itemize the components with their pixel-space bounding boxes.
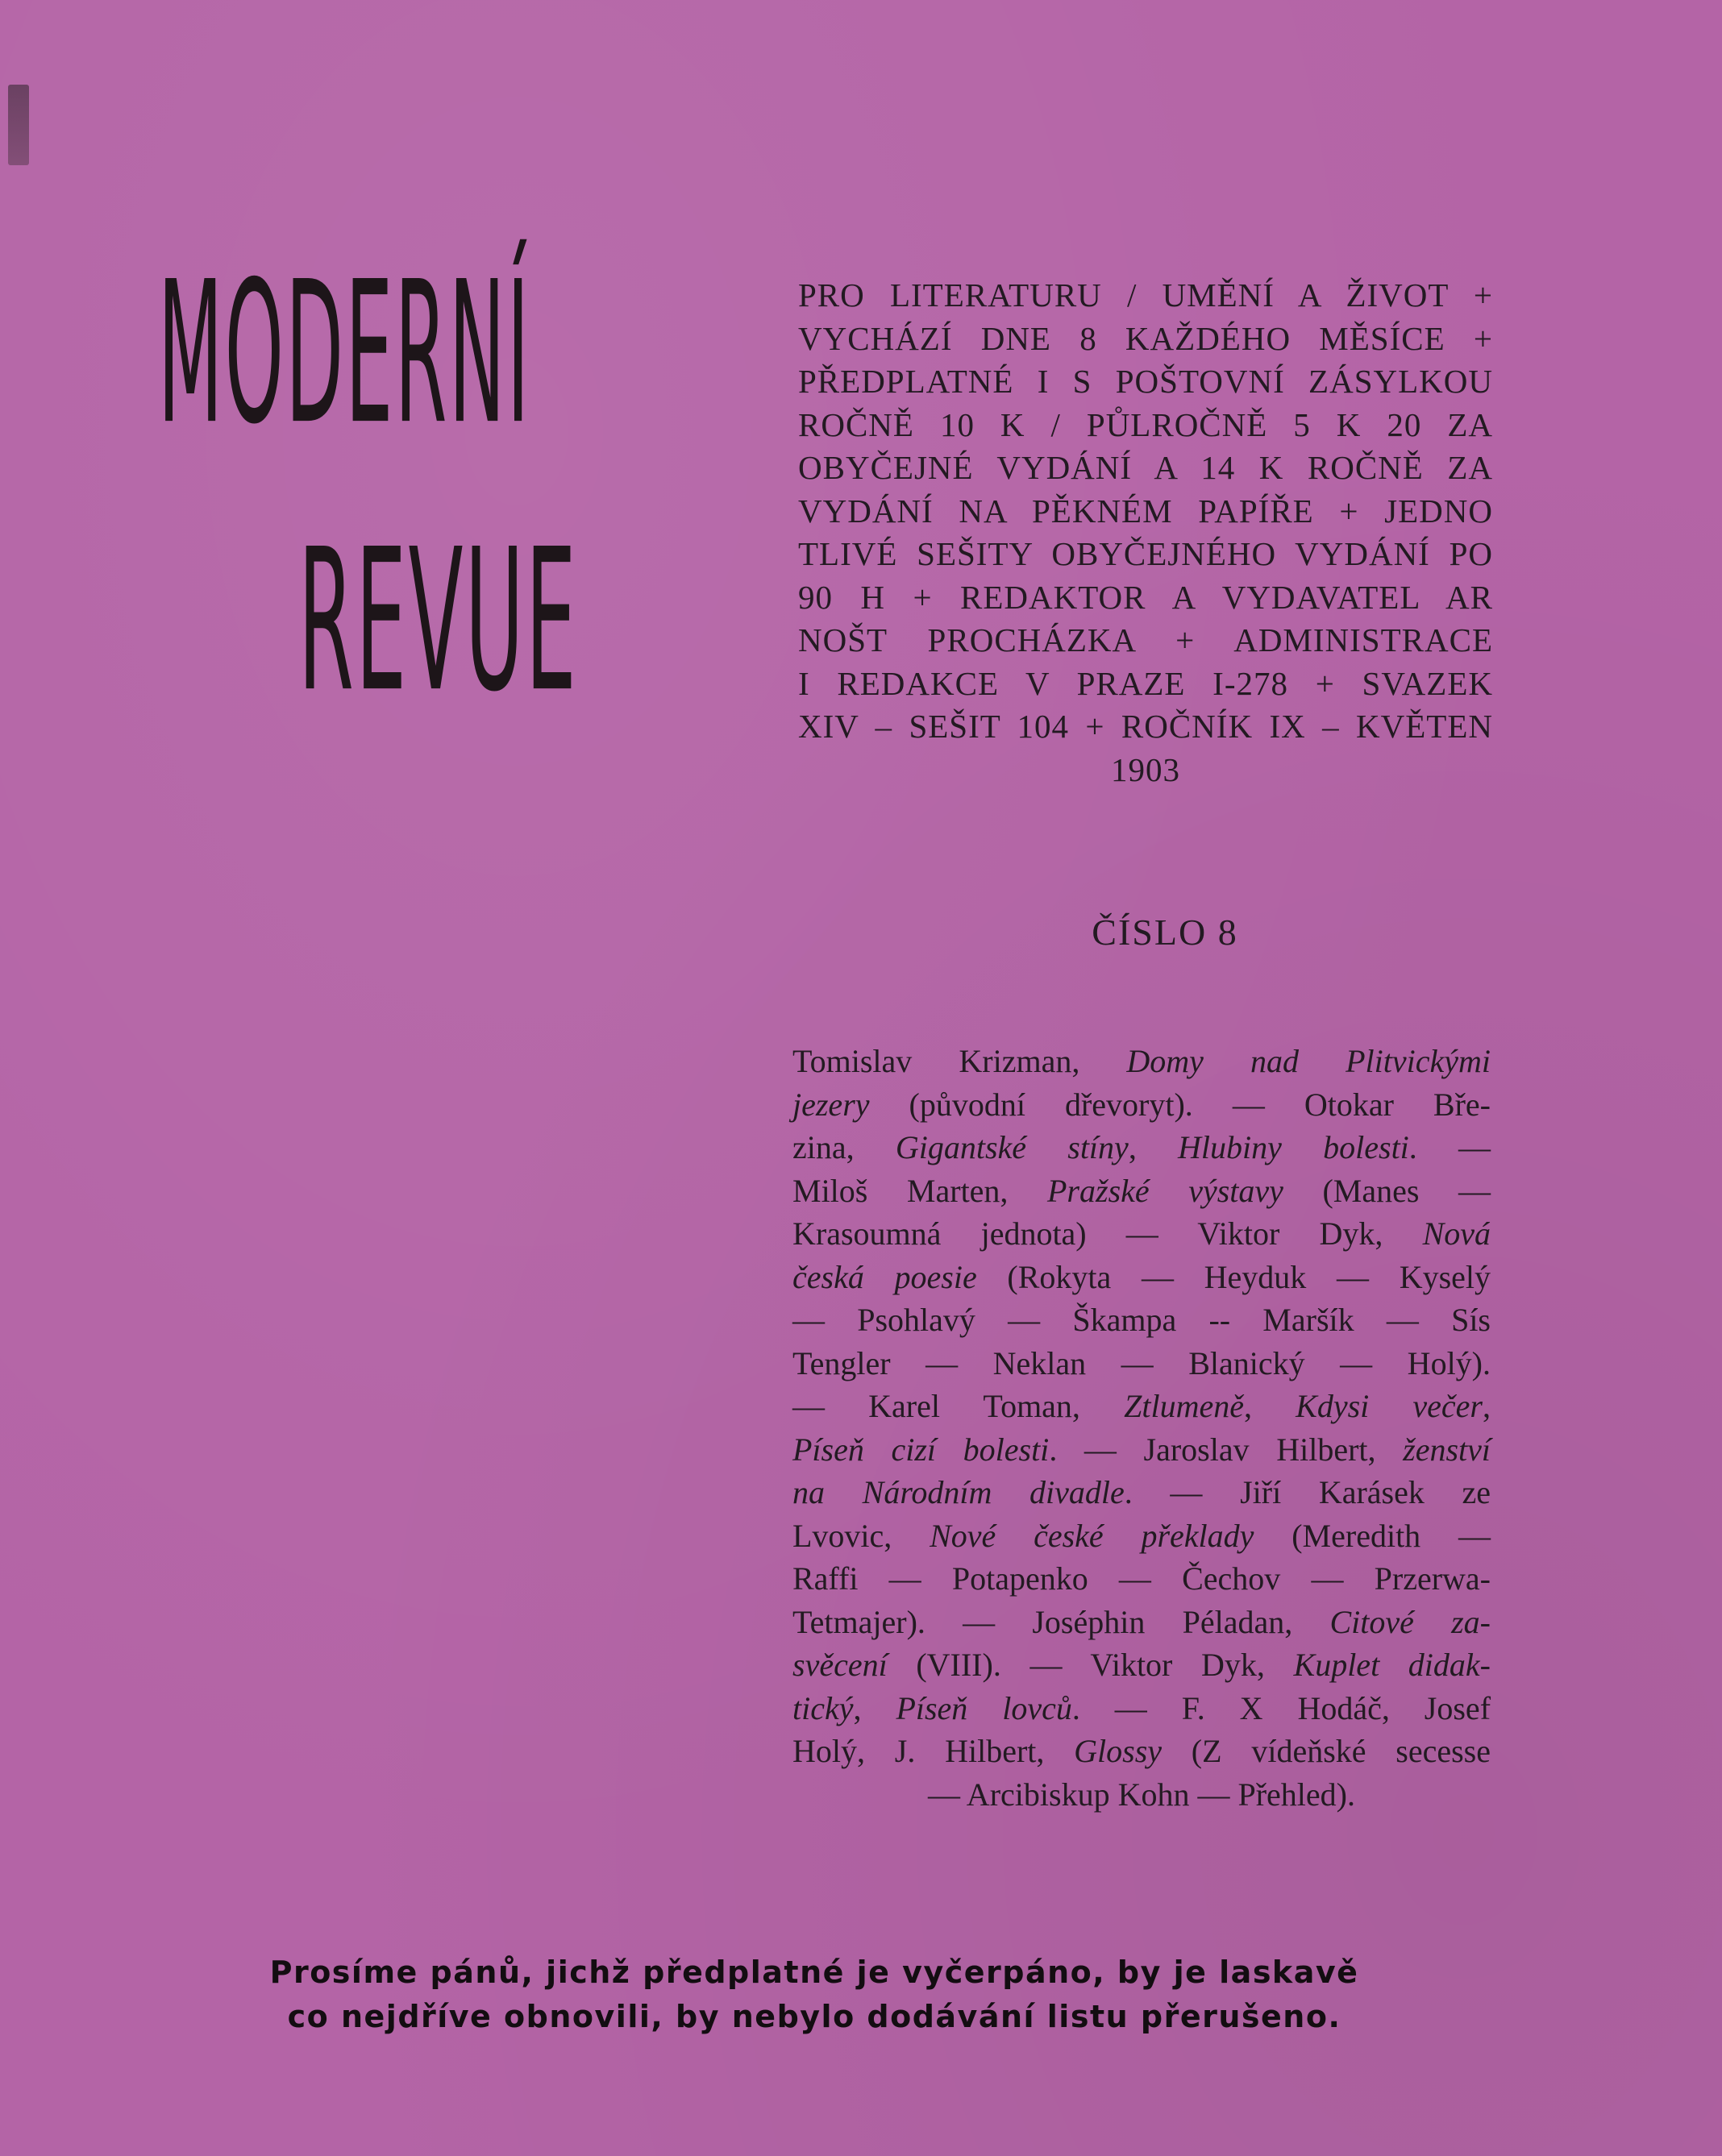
info-line: PRO LITERATURU / UMĚNÍ A ŽIVOT + [798, 276, 1493, 314]
contents-line: tický, Píseň lovců. — F. X Hodáč, Josef [792, 1689, 1491, 1726]
info-line: OBYČEJNÉ VYDÁNÍ A 14 K ROČNĚ ZA [798, 449, 1493, 486]
info-line: TLIVÉ SEŠITY OBYČEJNÉHO VYDÁNÍ PO [798, 535, 1493, 572]
contents-line: — Psohlavý — Škampa -- Maršík — Sís [792, 1302, 1491, 1338]
contents-line: Holý, J. Hilbert, Glossy (Z vídeňské secesse [792, 1733, 1491, 1769]
contents-line: Tengler — Neklan — Blanický — Holý). [792, 1344, 1491, 1381]
contents-line: česká poesie (Rokyta — Heyduk — Kyselý [792, 1258, 1491, 1295]
info-line: VYCHÁZÍ DNE 8 KAŽDÉHO MĚSÍCE + [798, 319, 1493, 357]
info-line: I REDAKCE V PRAZE I-278 + SVAZEK [798, 664, 1493, 702]
contents-line: Krasoumná jednota) — Viktor Dyk, Nová [792, 1215, 1491, 1252]
info-line: VYDÁNÍ NA PĚKNÉM PAPÍŘE + JEDNO [798, 492, 1493, 530]
contents-line: Tetmajer). — Joséphin Péladan, Citové za- [792, 1603, 1491, 1640]
info-line: NOŠT PROCHÁZKA + ADMINISTRACE [798, 621, 1493, 658]
masthead-title-line-1: MODERNÍ [158, 240, 531, 468]
table-of-contents [792, 1040, 1491, 1816]
contents-line: Miloš Marten, Pražské výstavy (Manes — [792, 1172, 1491, 1209]
contents-line: svěcení (VIII). — Viktor Dyk, Kuplet didak- [792, 1647, 1491, 1683]
binding-mark [8, 85, 29, 165]
contents-line: Raffi — Potapenko — Čechov — Przerwa- [792, 1560, 1491, 1597]
contents-line: jezery (původní dřevoryt). — Otokar Bře- [792, 1086, 1491, 1123]
contents-line: Píseň cizí bolesti. — Jaroslav Hilbert, ženství [792, 1431, 1491, 1468]
masthead-title-line-2: REVUE [298, 508, 579, 736]
info-line: ROČNĚ 10 K / PŮLROČNĚ 5 K 20 ZA [798, 405, 1493, 443]
contents-line: zina, Gigantské stíny, Hlubiny bolesti. — [792, 1129, 1491, 1165]
contents-line: na Národním divadle. — Jiří Karásek ze [792, 1474, 1491, 1510]
issue-number: ČÍSLO 8 [1092, 912, 1238, 953]
info-year: 1903 [1111, 750, 1180, 788]
notice-line: co nejdříve obnovili, by nebylo dodávání listu přerušeno. [287, 1999, 1341, 2034]
info-line: 90 H + REDAKTOR A VYDAVATEL AR [798, 578, 1493, 616]
publication-info [798, 274, 1493, 791]
info-line: PŘEDPLATNÉ I S POŠTOVNÍ ZÁSYLKOU [798, 363, 1493, 400]
subscription-notice [129, 1950, 1499, 2039]
contents-line: — Karel Toman, Ztlumeně, Kdysi večer, [792, 1388, 1491, 1424]
contents-line: Lvovic, Nové české překlady (Meredith — [792, 1517, 1491, 1554]
contents-line: Tomislav Krizman, Domy nad Plitvickými [792, 1043, 1491, 1079]
info-line: XIV – SEŠIT 104 + ROČNÍK IX – KVĚTEN [798, 708, 1493, 745]
contents-line: — Arcibiskup Kohn — Přehled). [928, 1776, 1355, 1813]
notice-line: Prosíme pánů, jichž předplatné je vyčerpáno, by je laskavě [269, 1955, 1359, 1990]
